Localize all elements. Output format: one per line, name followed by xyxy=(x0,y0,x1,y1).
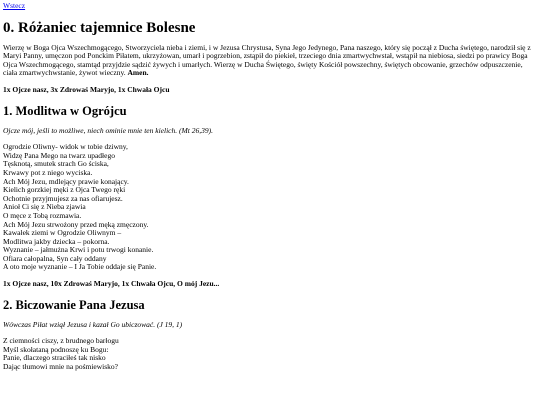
poem-line: Panie, dlaczego straciłeś tak nisko xyxy=(3,353,106,363)
poem-line: A oto moje wyznanie – I Ja Tobie oddaje się Panie. xyxy=(3,262,157,272)
creed-text: Wierzę w Boga Ojca Wszechmogącego, Stworzyciela nieba i ziemi, i w Jezusa Chrystusa, Syna Jego Jedynego, Pana naszego, który się począł z Ducha świętego, narodził się z Maryi Panny, umęczon pod Ponckim Piłatem, ukrzyżowan, umarł i pogrzebion, zstąpił do piekieł, trzeciego dnia zmartwychwstał, wstąpił na niebiosa, siedzi po prawicy Boga Ojca Wszechmogącego, stamtąd przyjdzie sądzić żywych i umarłych. Wierzę w Ducha Świętego, święty Kościół powszechny, świętych obcowanie, grzechów odpuszczenie, ciała zmartwychwstanie, żywot wieczny. xyxy=(3,42,531,78)
section-quote-2: Wówczas Piłat wziął Jezusa i kazał Go ubiczować. (J 19, 1) xyxy=(3,319,183,329)
poem-line: Modlitwa jakby dziecka – pokorna. xyxy=(3,236,110,246)
page-title: 0. Różaniec tajemnice Bolesne xyxy=(3,19,196,36)
poem-line: Z ciemności ciszy, z brudnego barłogu xyxy=(3,336,119,346)
poem-line: Widzę Pana Mego na twarz upadłego xyxy=(3,150,115,160)
poem-line: Myśl skołataną podnoszę ku Bogu: xyxy=(3,344,109,354)
poem-line: Kielich gorzkiej męki z Ojca Twego ręki xyxy=(3,185,126,195)
intro-prayers: 1x Ojcze nasz, 3x Zdrowaś Maryjo, 1x Chwała Ojcu xyxy=(3,84,170,94)
section-quote-1: Ojcze mój, jeśli to możliwe, niech ominie mnie ten kielich. (Mt 26,39). xyxy=(3,125,213,135)
poem-line: Krwawy pot z niego wyciska. xyxy=(3,167,93,177)
section-heading-2: 2. Biczowanie Pana Jezusa xyxy=(3,297,145,312)
back-link[interactable]: Wstecz xyxy=(3,1,26,10)
poem-line: Anioł Ci się z Nieba zjawia xyxy=(3,202,86,212)
creed-amen: Amen. xyxy=(127,68,149,78)
section-prayers-1: 1x Ojcze nasz, 10x Zdrowaś Maryjo, 1x Chwała Ojcu, O mój Jezu... xyxy=(3,279,220,289)
poem-line: Tęsknotą, smutek strach Go ściska, xyxy=(3,159,109,169)
poem-line: Ach Mój Jezu strwożony przed męką zmęczony. xyxy=(3,219,149,229)
section-poem-1 xyxy=(3,143,537,272)
creed-paragraph xyxy=(3,44,537,78)
section-poem-2 xyxy=(3,337,537,371)
poem-line: Ofiara całopalna, Syn cały oddany xyxy=(3,253,107,263)
section-heading-1: 1. Modlitwa w Ogrójcu xyxy=(3,103,127,118)
poem-line: Ochotnie przyjmujesz za nas ofiarujesz. xyxy=(3,193,123,203)
poem-line: Wyznanie – jałmużna Krwi i potu trwogi konanie. xyxy=(3,245,154,255)
poem-line: Dając tłumowi mnie na pośmiewisko? xyxy=(3,362,118,372)
poem-line: Kawałek ziemi w Ogrodzie Oliwnym – xyxy=(3,228,122,238)
poem-line: Ogrodzie Oliwny- widok w tobie dziwny, xyxy=(3,142,128,152)
poem-line: O męce z Tobą rozmawia. xyxy=(3,210,82,220)
poem-line: Ach Mój Jezu, mdlejący prawie konający. xyxy=(3,176,129,186)
